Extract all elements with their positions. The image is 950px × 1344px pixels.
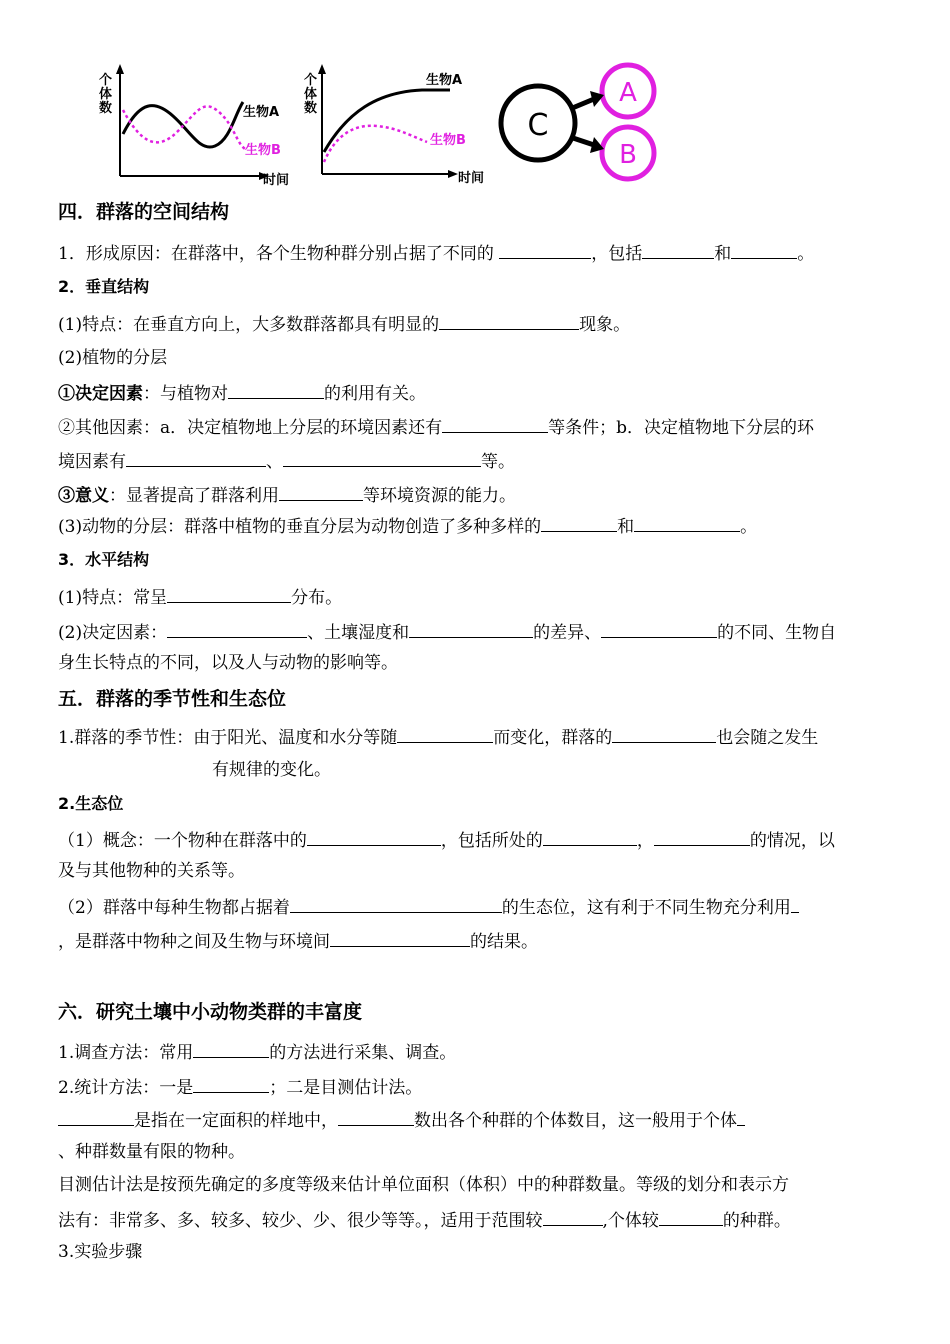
x-label: 时间 [458, 171, 485, 186]
s4-line-5: ①决定因素：与植物对 的利用有关。 [58, 381, 426, 405]
section-5-title: 五．群落的季节性和生态位 [58, 688, 287, 710]
s5-line-6: （2）群落中每种生物都占据着 的生态位，这有利于不同生物充分利用 [58, 895, 799, 919]
y-label-1: 个 [304, 73, 318, 88]
label-a: 生物A [426, 73, 463, 88]
s4-line-10: 3．水平结构 [58, 550, 150, 569]
s4-line-11: (1)特点：常呈 分布。 [58, 585, 342, 609]
s6-line-7: 3.实验步骤 [58, 1242, 143, 1262]
s6-line-2: 2.统计方法：一是 ；二是目测估计法。 [58, 1075, 422, 1099]
s6-line-4: 、种群数量有限的物种。 [58, 1142, 245, 1162]
label-b: 生物B [245, 143, 281, 158]
label-a: 生物A [243, 105, 280, 120]
curve-a [123, 102, 243, 147]
figure-predation-diagram [498, 55, 668, 187]
s6-line-5: 目测估计法是按预先确定的多度等级来估计单位面积（体积）中的种群数量。等级的划分和表示方 [58, 1175, 789, 1195]
svg-text:A: A [619, 78, 637, 108]
s5-line-5: 及与其他物种的关系等。 [58, 861, 245, 881]
y-label-2: 体 [304, 87, 318, 102]
y-label-1: 个 [99, 73, 113, 88]
s4-line-7: 境因素有 、 等。 [58, 449, 515, 473]
y-label-3: 数 [99, 101, 113, 116]
s4-line-8: ③意义：显著提高了群落利用 等环境资源的能力。 [58, 483, 516, 507]
section-6-title: 六．研究土壤中小动物类群的丰富度 [58, 1001, 363, 1023]
svg-text:B: B [619, 140, 637, 170]
s5-line-3: 2.生态位 [58, 794, 124, 813]
s4-line-2: 2．垂直结构 [58, 277, 150, 296]
y-label-2: 体 [99, 87, 113, 102]
x-label: 时间 [263, 173, 290, 187]
s6-line-6: 法有：非常多、多、较多、较少、少、很少等等。，适用于范围较 ,个体较 的种群。 [58, 1208, 791, 1232]
s6-line-1: 1.调查方法：常用 的方法进行采集、调查。 [58, 1040, 456, 1064]
s5-line-2: 有规律的变化。 [212, 760, 331, 780]
s5-line-1: 1.群落的季节性：由于阳光、温度和水分等随 而变化，群落的 也会随之发生 [58, 725, 818, 749]
svg-text:C: C [527, 108, 549, 143]
s6-line-3: 是指在一定面积的样地中， 数出各个种群的个体数目，这一般用于个体 [58, 1108, 745, 1132]
figure-competition [302, 62, 502, 187]
figure-oscillating-populations [95, 62, 295, 187]
s4-line-1: 1．形成原因：在群落中，各个生物种群分别占据了不同的 ，包括 和 。 [58, 241, 814, 265]
label-b: 生物B [430, 133, 466, 148]
s4-line-9: (3)动物的分层：群落中植物的垂直分层为动物创造了多种多样的 和 。 [58, 514, 757, 538]
s5-line-7: ，是群落中物种之间及生物与环境间 的结果。 [58, 929, 538, 953]
section-4-title: 四．群落的空间结构 [58, 201, 230, 223]
s4-line-6: ②其他因素：a．决定植物地上分层的环境因素还有 等条件；b．决定植物地下分层的环 [58, 415, 814, 439]
s4-line-3: (1)特点：在垂直方向上，大多数群落都具有明显的 现象。 [58, 312, 630, 336]
s5-line-4: （1）概念：一个物种在群落中的 ，包括所处的 ， 的情况，以 [58, 828, 835, 852]
s4-line-12: (2)决定因素： 、土壤湿度和 的差异、 的不同、生物自 [58, 620, 836, 644]
s4-line-13: 身生长特点的不同，以及人与动物的影响等。 [58, 653, 398, 673]
s4-line-4: (2)植物的分层 [58, 348, 168, 368]
y-label-3: 数 [304, 101, 318, 116]
